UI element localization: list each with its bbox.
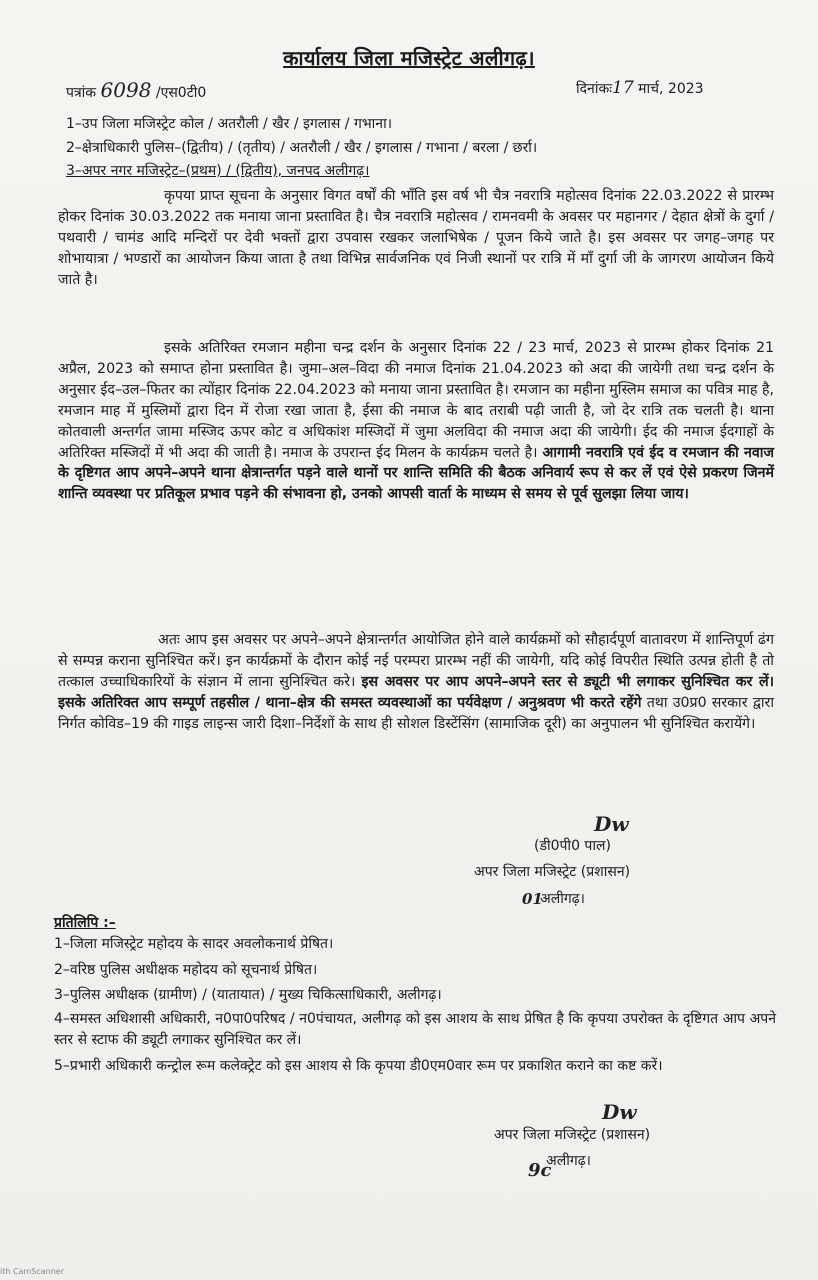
- signature-mark: 9c: [528, 1160, 552, 1181]
- addressee-3: 3–अपर नगर मजिस्ट्रेट–(प्रथम) / (द्वितीय), जनपद अलीगढ़।: [66, 163, 370, 179]
- signature-initial-1: Dw: [594, 812, 629, 836]
- date-day: 17: [612, 78, 634, 98]
- date-rest: मार्च, 2023: [638, 81, 704, 97]
- copy-item-5: 5–प्रभारी अधिकारी कन्ट्रोल रूम कलेक्ट्रेट को इस आशय से कि कृपया डी0एम0वार रूम पर प्रकाशित कराने का कष्ट करें।: [54, 1058, 663, 1074]
- ref-label: पत्रांक: [66, 85, 97, 101]
- addressee-1: 1–उप जिला मजिस्ट्रेट कोल / अतरौली / खैर / इगलास / गभाना।: [66, 116, 393, 132]
- office-title: कार्यालय जिला मजिस्ट्रेट अलीगढ़।: [283, 46, 535, 70]
- letter-reference: [66, 78, 206, 102]
- paragraph-instructions-text-1: अतः आप इस अवसर पर अपने–अपने क्षेत्रान्तर्गत आयोजित होने वाले कार्यक्रमों को सौहार्दपूर्ण वातावरण में शान्तिपूर्ण ढंग से सम्पन्न कराना सुनिश्चित करें। इन कार्यक्रमों के दौरान कोई नई परम्परा प्रारम्भ नहीं की जायेगी, यदि कोई विपरीत स्थिति उत्पन्न होती है तो तत्काल उच्चाधिकारियों के संज्ञान में लाना सुनिश्चित करे।: [58, 632, 774, 690]
- paragraph-ramzan-bold: आगामी नवरात्रि एवं ईद व रमजान की नवाज के दृष्टिगत आप अपने–अपने थाना क्षेत्रान्तर्गत पड़ने वाले थानों पर शान्ति समिति की बैठक अनिवार्य रूप से कर लें एवं ऐसे प्रकरण जिनमें शान्ति व्यवस्था पर प्रतिकूल प्रभाव पड़ने की संभावना हो, उनको आपसी वार्ता के माध्यम से समय से पूर्व सुलझा लिया जाय।: [58, 444, 774, 503]
- copy-heading: प्रतिलिपि :–: [54, 915, 116, 931]
- copy-item-3: 3–पुलिस अधीक्षक (ग्रामीण) / (यातायात) / मुख्य चिकित्साधिकारी, अलीगढ़।: [54, 987, 442, 1003]
- copy-item-1: 1–जिला मजिस्ट्रेट महोदय के सादर अवलोकनार्थ प्रेषित।: [54, 936, 334, 952]
- paragraph-instructions-text-2: तथा उ0प्र0 सरकार द्वारा निर्गत कोविड–19 की गाइड लाइन्स जारी दिशा–निर्देशों के साथ ही सोशल डिस्टेंसिंग (सामाजिक दूरी) का अनुपालन भी सुनिश्चित करायेंगे।: [58, 694, 775, 732]
- signatory-designation-2: अपर जिला मजिस्ट्रेट (प्रशासन): [494, 1127, 651, 1143]
- ref-number: 6098: [100, 78, 152, 102]
- copy-item-2: 2–वरिष्ठ पुलिस अधीक्षक महोदय को सूचनार्थ प्रेषित।: [54, 962, 318, 978]
- paragraph-instructions-bold: इस अवसर पर आप अपने–अपने स्तर से ड्यूटी भी लगाकर सुनिश्चित कर लें। इसके अतिरिक्त आप सम्पूर्ण तहसील / थाना–क्षेत्र की समस्त व्यवस्थाओं का पर्यवेक्षण / अनुश्रवण भी करते रहेंगे: [58, 673, 774, 711]
- paragraph-ramzan-text: इसके अतिरिक्त रमजान महीना चन्द्र दर्शन के अनुसार दिनांक 22 / 23 मार्च, 2023 से प्रारम्भ होकर दिनांक 21 अप्रैल, 2023 को समाप्त होना प्रस्तावित है। जुमा–अल–विदा की नमाज दिनांक 21.04.2023 को अदा की जायेगी तथा चन्द्र दर्शन के अनुसार ईद–उल–फितर का त्योंहार दिनांक 22.04.2023 को मनाया जाना प्रस्तावित है। रमजान का महीना मुस्लिम समाज का पवित्र माह है, रमजान माह में मुस्लिमों द्वारा दिन में रोजा रखा जाता है, ईसा की नमाज के बाद तराबी पढ़ी जाती है, जो देर रात्रि तक चलती है। थाना कोतवाली अन्तर्गत जामा मस्जिद ऊपर कोट व अधिकांश मस्जिदों में जुमा अलविदा की नमाज अदा की जायेगी। ईद की नमाज ईदगाहों के अतिरिक्त मस्जिदों में भी अदा की जाती है। नमाज के उपरान्त ईद मिलन के कार्यक्रम चलते है।: [58, 340, 774, 461]
- signature-place-mark: 01: [522, 890, 543, 908]
- paragraph-navratri-text: कृपया प्राप्त सूचना के अनुसार विगत वर्षों की भाँति इस वर्ष भी चैत्र नवरात्रि महोत्सव दिनांक 22.03.2022 से प्रारम्भ होकर दिनांक 30.03.2022 तक मनाया जाना प्रस्तावित है। चैत्र नवरात्रि महोत्सव / रामनवमी के अवसर पर महानगर / देहात क्षेत्रों के दुर्गा / पथवारी / चामंड आदि मन्दिरों पर देवी भक्तों द्वारा उपवास रखकर जलाभिषेक / पूजन किये जाते है। इस अवसर पर जगह–जगह पर शोभायात्रा / भण्डारों का आयोजन किया जाता है तथा विभिन्न सार्वजनिक एवं निजी स्थानों पर रात्रि में माँ दुर्गा जी के जागरण आयोजन किये जाते है।: [58, 188, 774, 288]
- copy-item-4: 4–समस्त अधिशासी अधिकारी, न0पा0परिषद / न0पंचायत, अलीगढ़ को इस आशय के साथ प्रेषित है कि कृपया उपरोक्त के दृष्टिगत आप अपने स्तर से स्टाफ की ड्यूटी लगाकर सुनिश्चित कर लें।: [54, 1011, 776, 1048]
- signature-initial-2: Dw: [602, 1100, 637, 1124]
- paragraph-navratri: [58, 186, 774, 291]
- signatory-place-2: अलीगढ़।: [546, 1153, 591, 1169]
- ref-suffix: /एस0टी0: [155, 85, 207, 101]
- signatory-name: (डी0पी0 पाल): [534, 838, 611, 854]
- letter-date: [576, 78, 704, 98]
- paragraph-instructions: [58, 630, 774, 735]
- paragraph-ramzan: [58, 338, 774, 505]
- scanner-watermark: ith CamScanner: [0, 1267, 64, 1276]
- signatory-designation-1: अपर जिला मजिस्ट्रेट (प्रशासन): [474, 864, 631, 880]
- signatory-place-1: अलीगढ़।: [540, 891, 585, 907]
- addressee-2: 2–क्षेत्राधिकारी पुलिस–(द्वितीय) / (तृतीय) / अतरौली / खैर / इगलास / गभाना / बरला / छर्रा।: [66, 140, 538, 156]
- date-label: दिनांकः: [576, 81, 613, 97]
